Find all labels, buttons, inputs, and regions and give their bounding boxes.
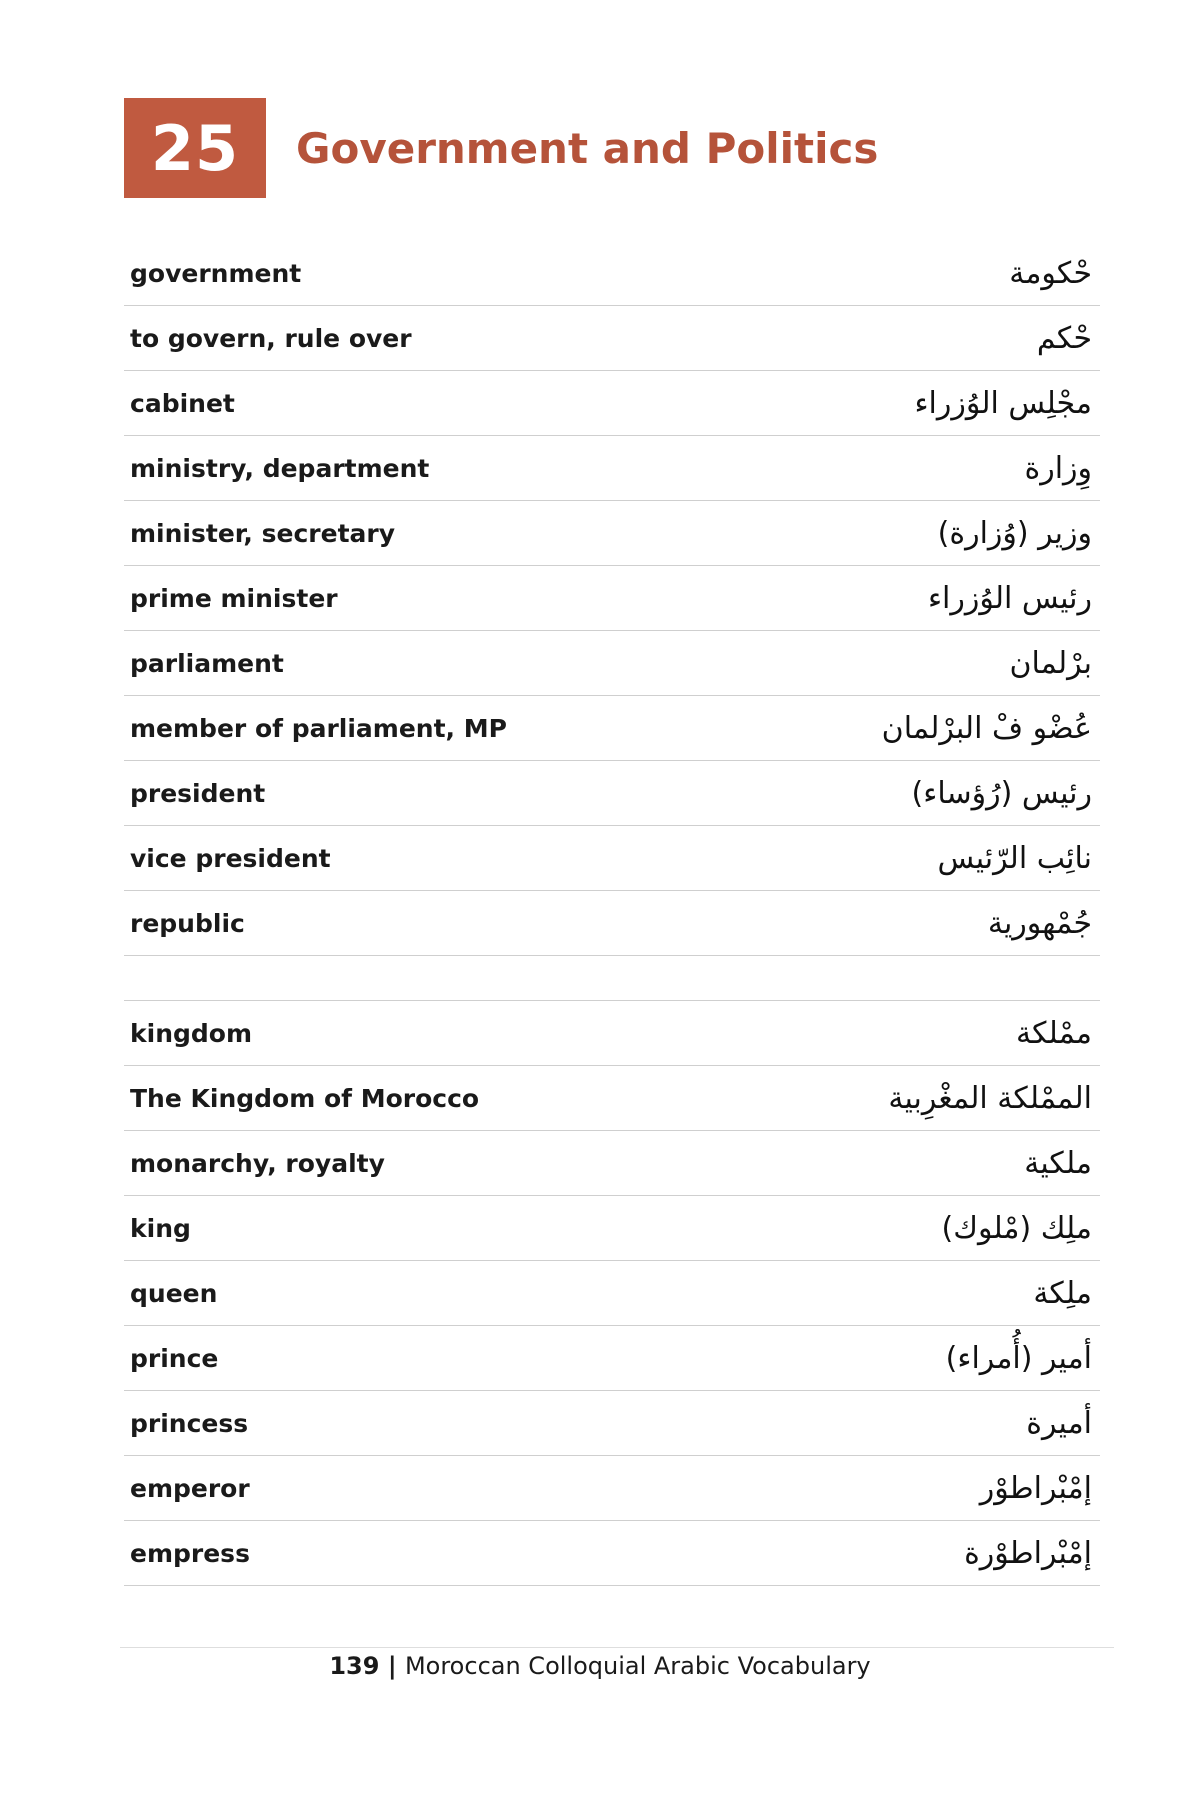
english-term: prince [130, 1343, 219, 1373]
arabic-term: مجْلِس الوُزراء [914, 385, 1092, 421]
vocab-row [124, 1131, 1100, 1196]
english-term: emperor [130, 1473, 250, 1503]
page-footer [0, 1652, 1200, 1680]
arabic-term: رئيس (رُؤساء) [911, 775, 1092, 811]
chapter-number-badge: 25 [124, 98, 266, 198]
vocab-row [124, 241, 1100, 306]
english-term: to govern, rule over [130, 323, 412, 353]
english-term: monarchy, royalty [130, 1148, 385, 1178]
vocab-row [124, 306, 1100, 371]
footer-divider [120, 1647, 1114, 1648]
vocab-row [124, 1391, 1100, 1456]
arabic-term: برْلمان [1009, 645, 1092, 681]
vocab-row [124, 1066, 1100, 1131]
english-term: princess [130, 1408, 249, 1438]
english-term: president [130, 778, 266, 808]
arabic-term: وِزارة [1024, 450, 1092, 486]
arabic-term: حْكومة [1009, 255, 1092, 291]
vocab-row [124, 891, 1100, 956]
vocab-row [124, 436, 1100, 501]
vocab-row [124, 1521, 1100, 1586]
english-term: government [130, 258, 302, 288]
chapter-title: Government and Politics [296, 123, 879, 173]
arabic-term: إمْبْراطوْرة [964, 1535, 1092, 1571]
arabic-term: حْكم [1036, 320, 1092, 356]
arabic-term: وزير (وُزارة) [937, 515, 1092, 551]
arabic-term: إمْبْراطوْر [979, 1470, 1092, 1506]
vocab-row [124, 696, 1100, 761]
vocab-row [124, 501, 1100, 566]
arabic-term: ملِك (مْلوك) [941, 1210, 1092, 1246]
vocab-section-2 [124, 1000, 1100, 1586]
english-term: king [130, 1213, 191, 1243]
page-number: 139 [329, 1652, 380, 1680]
arabic-term: أميرة [1026, 1405, 1092, 1441]
english-term: minister, secretary [130, 518, 396, 548]
vocab-row [124, 1326, 1100, 1391]
vocab-row [124, 1196, 1100, 1261]
arabic-term: نائِب الرّئيس [937, 840, 1092, 876]
english-term: empress [130, 1538, 250, 1568]
english-term: queen [130, 1278, 218, 1308]
vocab-row [124, 761, 1100, 826]
arabic-term: جُمْهورية [987, 905, 1092, 941]
chapter-header [124, 98, 878, 198]
english-term: ministry, department [130, 453, 430, 483]
english-term: The Kingdom of Morocco [130, 1083, 480, 1113]
arabic-term: ملِكة [1033, 1275, 1092, 1311]
english-term: parliament [130, 648, 284, 678]
english-term: cabinet [130, 388, 235, 418]
english-term: kingdom [130, 1018, 253, 1048]
vocab-row [124, 371, 1100, 436]
arabic-term: أمير (أُمراء) [945, 1340, 1092, 1376]
vocab-row [124, 1456, 1100, 1521]
arabic-term: ممْلكة [1016, 1015, 1092, 1051]
vocab-row [124, 566, 1100, 631]
vocab-row [124, 826, 1100, 891]
english-term: member of parliament, MP [130, 713, 507, 743]
book-title: Moroccan Colloquial Arabic Vocabulary [404, 1652, 871, 1680]
arabic-term: عُضْو فْ البرْلمان [881, 710, 1092, 746]
vocab-row [124, 631, 1100, 696]
vocab-section-1 [124, 241, 1100, 956]
english-term: vice president [130, 843, 331, 873]
english-term: prime minister [130, 583, 338, 613]
english-term: republic [130, 908, 245, 938]
arabic-term: رئيس الوُزراء [927, 580, 1092, 616]
vocab-row [124, 1261, 1100, 1326]
arabic-term: ملكية [1024, 1145, 1092, 1181]
arabic-term: الممْلكة المغْرِبية [888, 1080, 1092, 1116]
vocab-row [124, 1001, 1100, 1066]
footer-separator: | [379, 1652, 405, 1680]
